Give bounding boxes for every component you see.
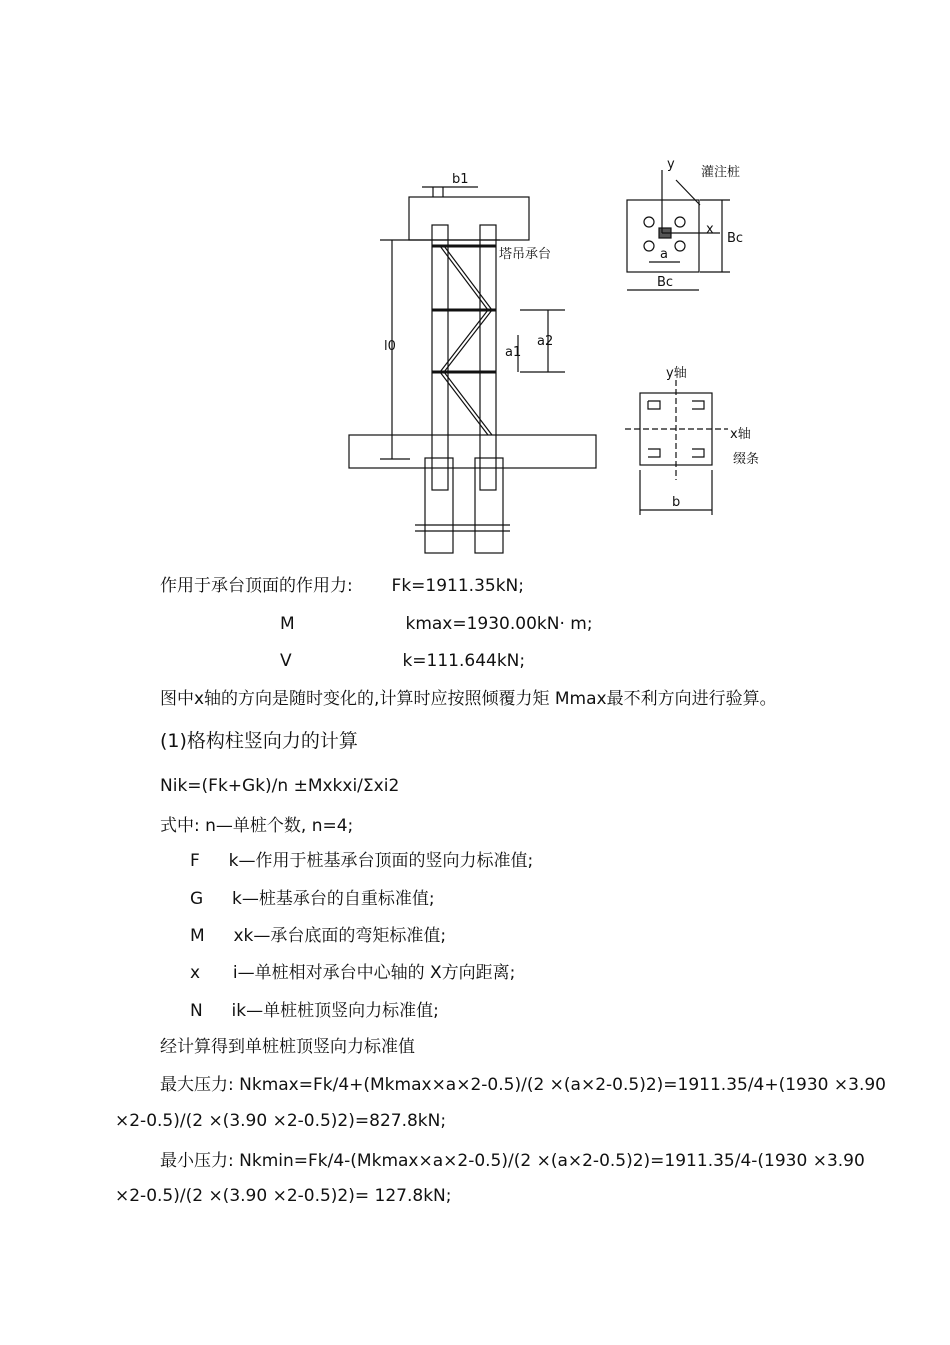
b1-label: b1 [452, 172, 469, 187]
def-xi: x i—单桩相对承台中心轴的 X方向距离; [190, 963, 516, 983]
tower-cap-label: 塔吊承台 [499, 247, 552, 262]
v-line [280, 650, 525, 672]
bc-side-label: Bc [727, 231, 744, 246]
note-line: 图中x轴的方向是随时变化的,计算时应按照倾覆力矩 Mmax最不利方向进行验算。 [160, 689, 777, 709]
def-gk: G k—桩基承台的自重标准值; [190, 889, 435, 909]
v-symbol: V [280, 651, 292, 671]
bc-bottom-label: Bc [657, 275, 674, 290]
right-pile [475, 458, 503, 553]
m-line [280, 613, 593, 635]
left-pile [425, 458, 453, 553]
b-label: b [672, 495, 681, 510]
batten-label: 缀条 [733, 452, 760, 467]
a2-label: a2 [537, 334, 554, 349]
calc-intro: 经计算得到单桩桩顶竖向力标准值 [160, 1037, 415, 1057]
max-pressure-line-1: 最大压力: Nkmax=Fk/4+(Mkmax×a×2-0.5)/(2 ×(a×2-0.5)2)=1911.35/4+(1930 ×3.90 [160, 1075, 887, 1095]
right-column [480, 225, 496, 490]
y-axis-letter: y [667, 157, 675, 172]
m-symbol: M [280, 614, 295, 634]
a1-label: a1 [505, 345, 522, 360]
x-axis-label: x轴 [730, 427, 751, 442]
a-label: a [660, 247, 668, 262]
v-value: k=111.644kN; [402, 651, 526, 671]
force-label: 作用于承台顶面的作用力: [160, 576, 353, 596]
m-value: kmax=1930.00kN· m; [405, 614, 593, 634]
y-axis-label: y轴 [666, 366, 687, 381]
foundation-slab [349, 435, 596, 468]
l0-label: l0 [384, 339, 396, 354]
section-heading: (1)格构柱竖向力的计算 [160, 730, 358, 752]
tower-cap-top [409, 197, 529, 240]
def-mxk: M xk—承台底面的弯矩标准值; [190, 926, 447, 946]
where-line: 式中: n—单桩个数, n=4; [160, 816, 354, 836]
pile-label: 灌注桩 [701, 165, 741, 180]
min-pressure-line-2: ×2-0.5)/(2 ×(3.90 ×2-0.5)2)= 127.8kN; [115, 1186, 452, 1206]
formula-line: Nik=(Fk+Gk)/n ±Mxkxi/Σxi2 [160, 776, 400, 796]
x-axis-letter: x [706, 222, 714, 237]
fk-value: Fk=1911.35kN; [391, 576, 525, 596]
max-pressure-line-2: ×2-0.5)/(2 ×(3.90 ×2-0.5)2)=827.8kN; [115, 1111, 447, 1131]
engineering-diagram [0, 0, 950, 570]
def-nik: N ik—单桩桩顶竖向力标准值; [190, 1001, 439, 1021]
def-fk: F k—作用于桩基承台顶面的竖向力标准值; [190, 851, 534, 871]
min-pressure-line-1: 最小压力: Nkmin=Fk/4-(Mkmax×a×2-0.5)/(2 ×(a×2-0.5)2)=1911.35/4-(1930 ×3.90 [160, 1151, 865, 1171]
left-column [432, 225, 448, 490]
force-line [160, 575, 524, 597]
